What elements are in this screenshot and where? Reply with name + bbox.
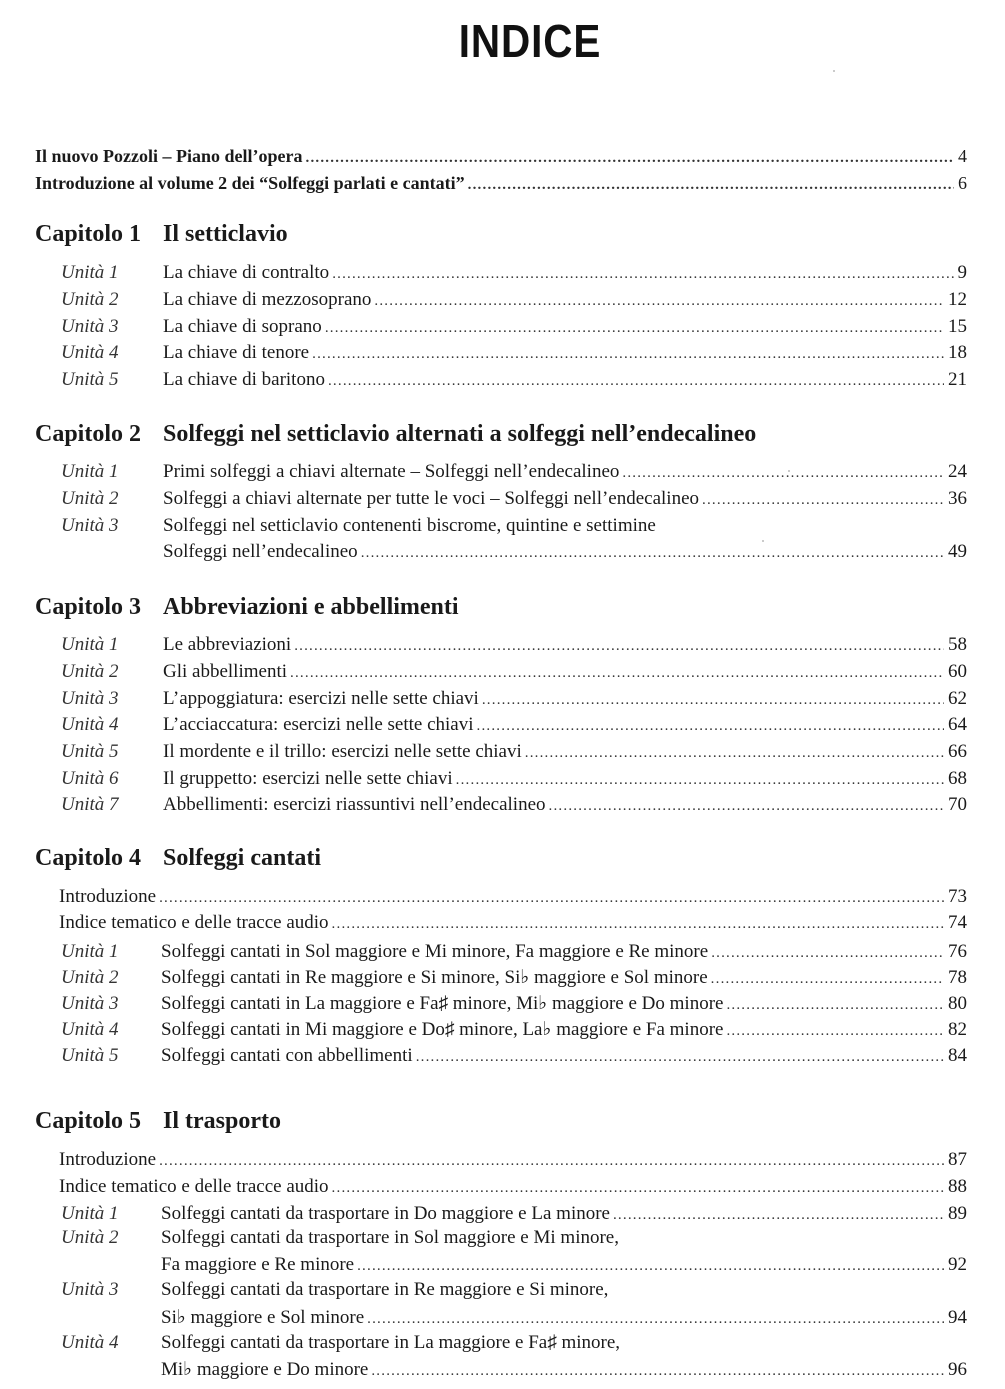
unit-label: Unità 4: [61, 342, 119, 363]
entry-text: Fa maggiore e Re minore: [161, 1254, 355, 1275]
toc-entry-multiline[interactable]: [0, 513, 1005, 539]
dot-leader: [726, 1018, 944, 1044]
entry-text: Introduzione al volume 2 dei “Solfeggi parlati e cantati”: [35, 173, 465, 193]
chapter-label: Capitolo 1: [35, 221, 142, 247]
dot-leader: [159, 885, 944, 911]
dot-leader: [477, 713, 945, 739]
entry-text: Solfeggi a chiavi alternate per tutte le voci – Solfeggi nell’endecalineo: [163, 488, 700, 509]
entry-page: 73: [948, 886, 967, 907]
entry-page: 82: [948, 1019, 967, 1040]
entry-page: 84: [948, 1045, 967, 1066]
unit-label: Unità 3: [61, 1279, 119, 1300]
unit-label: Unità 2: [61, 1227, 119, 1248]
toc-entry[interactable]: [0, 340, 1005, 366]
dot-leader: [549, 793, 944, 819]
dot-leader: [312, 341, 944, 367]
entry-text-line1: Solfeggi nel setticlavio contenenti biscrome, quintine e settimine: [163, 515, 656, 536]
chapter-label: Capitolo 4: [35, 845, 142, 871]
entry-text: Introduzione: [59, 1149, 157, 1170]
unit-label: Unità 1: [61, 461, 119, 482]
toc-entry[interactable]: [0, 659, 1005, 685]
entry-text-line1: Solfeggi cantati da trasportare in Re maggiore e Si minore,: [161, 1279, 609, 1300]
toc-entry[interactable]: [0, 686, 1005, 712]
dot-leader: [468, 172, 954, 198]
toc-entry-continuation[interactable]: [0, 1305, 1005, 1331]
toc-entry-continuation[interactable]: [0, 539, 1005, 565]
chapter-heading-3[interactable]: [35, 592, 459, 622]
toc-entry-multiline[interactable]: [0, 1225, 1005, 1251]
entry-text: Si♭ maggiore e Sol minore: [161, 1307, 365, 1328]
unit-label: Unità 7: [61, 794, 119, 815]
dot-leader: [361, 540, 944, 566]
chapter-title: Solfeggi cantati: [163, 845, 321, 871]
entry-text: Indice tematico e delle tracce audio: [59, 1176, 329, 1197]
entry-text: Solfeggi cantati con abbellimenti: [161, 1045, 413, 1066]
entry-text: Solfeggi cantati in La maggiore e Fa♯ minore, Mi♭ maggiore e Do minore: [161, 993, 724, 1014]
chapter-label: Capitolo 5: [35, 1108, 142, 1134]
entry-page: 88: [948, 1176, 967, 1197]
entry-text: Gli abbellimenti: [163, 661, 288, 682]
entry-text: Solfeggi cantati da trasportare in Do maggiore e La minore: [161, 1203, 610, 1224]
entry-page: 12: [948, 289, 967, 310]
dot-leader: [294, 633, 944, 659]
scan-speck: [788, 470, 790, 472]
entry-page: 89: [948, 1203, 967, 1224]
entry-page: 96: [948, 1359, 967, 1380]
unit-label: Unità 4: [61, 1019, 119, 1040]
toc-entry[interactable]: [0, 712, 1005, 738]
entry-text: Solfeggi cantati in Sol maggiore e Mi minore, Fa maggiore e Re minore: [161, 941, 709, 962]
entry-text: La chiave di mezzosoprano: [163, 289, 372, 310]
entry-text: La chiave di tenore: [163, 342, 310, 363]
page-title: INDICE: [458, 15, 602, 67]
dot-leader: [711, 940, 944, 966]
entry-page: 58: [948, 634, 967, 655]
toc-entry[interactable]: [0, 965, 1005, 991]
unit-label: Unità 4: [61, 1332, 119, 1353]
chapter-label: Capitolo 2: [35, 421, 142, 447]
toc-entry-intro[interactable]: [0, 884, 1005, 910]
entry-text: Primi solfeggi a chiavi alternate – Solfeggi nell’endecalineo: [163, 461, 620, 482]
toc-entry[interactable]: [0, 939, 1005, 965]
toc-entry-multiline[interactable]: [0, 1277, 1005, 1303]
toc-entry-continuation[interactable]: [0, 1357, 1005, 1383]
toc-entry-intro[interactable]: [0, 910, 1005, 936]
toc-entry[interactable]: [0, 792, 1005, 818]
unit-label: Unità 4: [61, 714, 119, 735]
entry-page: 76: [948, 941, 967, 962]
unit-label: Unità 5: [61, 741, 119, 762]
unit-label: Unità 1: [61, 634, 119, 655]
chapter-heading-5[interactable]: [35, 1106, 281, 1136]
entry-page: 18: [948, 342, 967, 363]
toc-entry[interactable]: [0, 287, 1005, 313]
entry-text: Mi♭ maggiore e Do minore: [161, 1359, 369, 1380]
toc-entry[interactable]: [0, 367, 1005, 393]
toc-entry-front-1[interactable]: [0, 143, 1005, 169]
toc-entry[interactable]: [0, 739, 1005, 765]
toc-entry[interactable]: [0, 486, 1005, 512]
entry-page: 24: [948, 461, 967, 482]
unit-label: Unità 2: [61, 289, 119, 310]
entry-page: 4: [958, 146, 967, 166]
entry-page: 74: [948, 912, 967, 933]
unit-label: Unità 1: [61, 262, 119, 283]
dot-leader: [711, 966, 944, 992]
entry-text: La chiave di contralto: [163, 262, 330, 283]
entry-page: 70: [948, 794, 967, 815]
entry-page: 78: [948, 967, 967, 988]
chapter-title: Il setticlavio: [163, 221, 288, 247]
unit-label: Unità 2: [61, 967, 119, 988]
entry-page: 49: [948, 541, 967, 562]
chapter-title: Il trasporto: [163, 1108, 281, 1134]
entry-page: 60: [948, 661, 967, 682]
chapter-label: Capitolo 3: [35, 594, 142, 620]
dot-leader: [456, 767, 944, 793]
entry-text: Il gruppetto: esercizi nelle sette chiavi: [163, 768, 453, 789]
entry-text-line1: Solfeggi cantati da trasportare in La maggiore e Fa♯ minore,: [161, 1332, 621, 1353]
entry-text: Abbellimenti: esercizi riassuntivi nell’endecalineo: [163, 794, 546, 815]
unit-label: Unità 6: [61, 768, 119, 789]
unit-label: Unità 5: [61, 1045, 119, 1066]
entry-page: 66: [948, 741, 967, 762]
unit-label: Unità 3: [61, 688, 119, 709]
unit-label: Unità 3: [61, 993, 119, 1014]
dot-leader: [726, 992, 944, 1018]
unit-label: Unità 3: [61, 316, 119, 337]
toc-entry[interactable]: [0, 260, 1005, 286]
entry-page: 15: [948, 316, 967, 337]
toc-entry[interactable]: [0, 766, 1005, 792]
entry-page: 92: [948, 1254, 967, 1275]
dot-leader: [328, 368, 944, 394]
entry-text: Solfeggi cantati in Re maggiore e Si minore, Si♭ maggiore e Sol minore: [161, 967, 708, 988]
chapter-title: Abbreviazioni e abbellimenti: [163, 594, 459, 620]
entry-page: 21: [948, 369, 967, 390]
scan-speck: [833, 70, 835, 72]
toc-entry[interactable]: [0, 459, 1005, 485]
dot-leader: [371, 1358, 944, 1384]
unit-label: Unità 1: [61, 941, 119, 962]
dot-leader: [367, 1306, 944, 1332]
entry-page: 64: [948, 714, 967, 735]
unit-label: Unità 1: [61, 1203, 119, 1224]
entry-text: Solfeggi nell’endecalineo: [163, 541, 358, 562]
entry-text: La chiave di soprano: [163, 316, 322, 337]
entry-text: Introduzione: [59, 886, 157, 907]
dot-leader: [702, 487, 944, 513]
entry-page: 36: [948, 488, 967, 509]
unit-label: Unità 3: [61, 515, 119, 536]
toc-entry[interactable]: [0, 1043, 1005, 1069]
dot-leader: [325, 315, 944, 341]
dot-leader: [525, 740, 944, 766]
entry-text: Solfeggi cantati in Mi maggiore e Do♯ minore, La♭ maggiore e Fa minore: [161, 1019, 724, 1040]
dot-leader: [332, 911, 944, 937]
entry-page: 68: [948, 768, 967, 789]
entry-page: 87: [948, 1149, 967, 1170]
toc-entry[interactable]: [0, 314, 1005, 340]
dot-leader: [332, 1175, 944, 1201]
toc-entry-multiline[interactable]: [0, 1330, 1005, 1356]
toc-entry[interactable]: [0, 991, 1005, 1017]
entry-page: 9: [957, 262, 967, 283]
entry-page: 94: [948, 1307, 967, 1328]
dot-leader: [357, 1253, 944, 1279]
dot-leader: [374, 288, 944, 314]
toc-entry[interactable]: [0, 632, 1005, 658]
entry-text: L’appoggiatura: esercizi nelle sette chiavi: [163, 688, 479, 709]
dot-leader: [290, 660, 944, 686]
entry-text: La chiave di baritono: [163, 369, 325, 390]
toc-entry-intro[interactable]: [0, 1174, 1005, 1200]
toc-entry[interactable]: [0, 1017, 1005, 1043]
dot-leader: [332, 261, 953, 287]
toc-entry-continuation[interactable]: [0, 1252, 1005, 1278]
unit-label: Unità 5: [61, 369, 119, 390]
dot-leader: [159, 1148, 944, 1174]
toc-entry-front-2[interactable]: [0, 170, 1005, 196]
chapter-heading-1[interactable]: [35, 219, 288, 249]
entry-text: Il mordente e il trillo: esercizi nelle sette chiavi: [163, 741, 522, 762]
entry-text-line1: Solfeggi cantati da trasportare in Sol maggiore e Mi minore,: [161, 1227, 619, 1248]
entry-text: Il nuovo Pozzoli – Piano dell’opera: [35, 146, 303, 166]
entry-text: Le abbreviazioni: [163, 634, 292, 655]
unit-label: Unità 2: [61, 661, 119, 682]
dot-leader: [306, 145, 955, 171]
entry-text: L’acciaccatura: esercizi nelle sette chiavi: [163, 714, 474, 735]
toc-entry[interactable]: [0, 1201, 1005, 1227]
unit-label: Unità 2: [61, 488, 119, 509]
toc-entry-intro[interactable]: [0, 1147, 1005, 1173]
entry-page: 80: [948, 993, 967, 1014]
entry-text: Indice tematico e delle tracce audio: [59, 912, 329, 933]
dot-leader: [416, 1044, 944, 1070]
entry-page: 62: [948, 688, 967, 709]
dot-leader: [482, 687, 944, 713]
chapter-heading-4[interactable]: [35, 843, 321, 873]
scan-speck: [762, 540, 764, 542]
dot-leader: [622, 460, 944, 486]
chapter-title: Solfeggi nel setticlavio alternati a solfeggi nell’endecalineo: [163, 421, 757, 447]
entry-page: 6: [958, 173, 967, 193]
chapter-heading-2[interactable]: [35, 419, 756, 449]
